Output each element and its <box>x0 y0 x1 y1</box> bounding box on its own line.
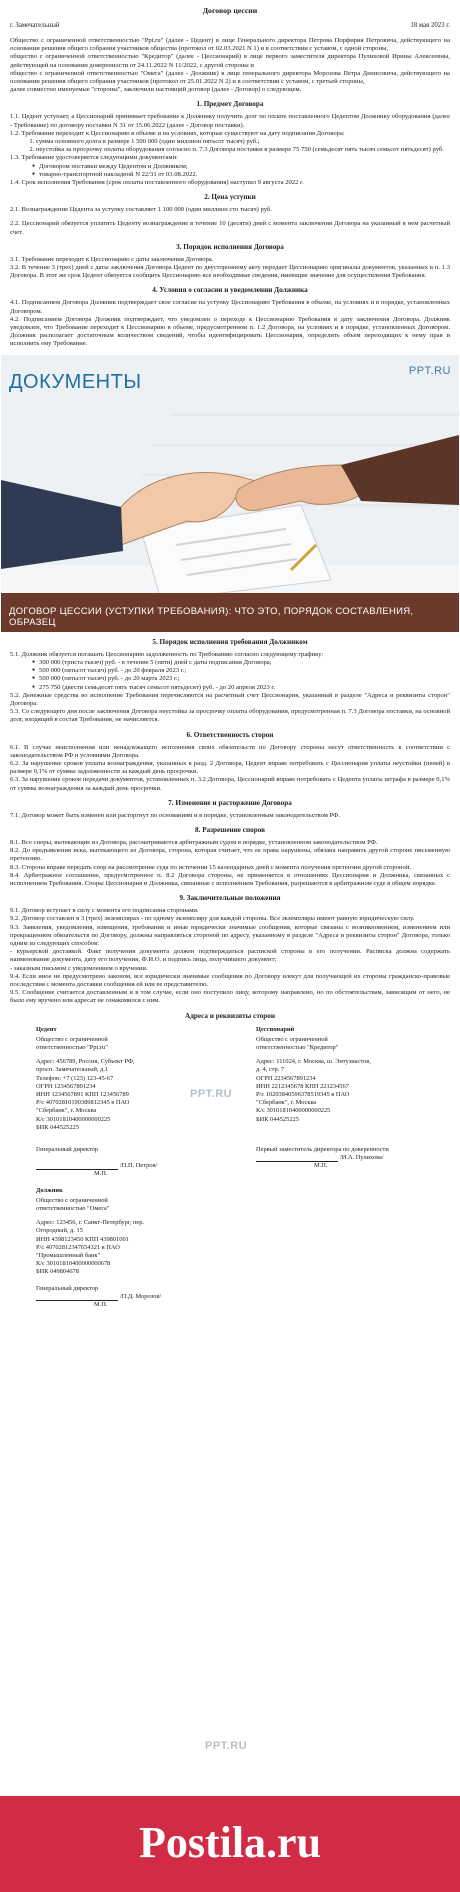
parties-requisites <box>10 1026 450 1132</box>
section-title: 6. Ответственность сторон <box>186 730 274 739</box>
clause: 8.1. Все споры, вытекающие из Договора, рассматриваются арбитражным судом в порядке, установленном законодательством РФ. <box>10 838 378 846</box>
requisite-line: ОГРН 1234567891234 <box>36 1082 96 1090</box>
clause: 9.3. Заявления, уведомления, извещения, требования и иные юридически значимые сообщения, которые связаны с возникновением, изменением или прекращением обязательств по Договору, должны направляться стороной по адресу, указанному в разделе "Адреса и реквизиты сторон" Договора, только одним из следующих способов: <box>10 923 450 947</box>
list-item: ● 500 000 (пятьсот тысяч) руб. - до 20 февраля 2023 г.; <box>32 667 450 675</box>
clause: 9.4. Если иное не предусмотрено законом, все юридически значимые сообщения по Договору влекут для получающей их стороны гражданско-правовые последствия с момента доставки сообщения ей или ее представителю. <box>10 972 450 988</box>
clause: 5.1. Должник обязуется погашать Цессионарию задолженность по Требованию согласно следующему графику: <box>10 650 324 658</box>
requisite-line: Телефон: +7 (123) 123-45-67 <box>36 1074 114 1082</box>
watermark: PPT.RU <box>190 1088 233 1100</box>
preamble-paragraph: Общество с ограниченной ответственностью "Ppt.ru" (далее - Цедент) в лице Генерального директора Петрова Порфирия Петровича, действующего на основании решения общего собрания участников общества (протокол от 02.03.2021 N 1) и в соответствии с уставом, с одной стороны, <box>10 37 450 53</box>
list-item: ● 275 750 (двести семьдесят пять тысяч семьсот пятьдесят) руб. - до 20 апреля 2023 г. <box>32 684 450 692</box>
requisite-line: ИНН 4398123450 КПП 439801001 <box>36 1235 129 1243</box>
party-label: Должник <box>36 1186 63 1194</box>
requisite-line: Адрес: 123456, г. Санкт-Петербург, пер. <box>36 1219 145 1227</box>
requisite-line: БИК 044525225 <box>256 1115 299 1123</box>
debtor-block <box>10 1187 230 1310</box>
list-item: ● 300 000 (триста тысяч) руб. - в течение 5 (пяти) дней с даты подписания Договора; <box>32 659 450 667</box>
list-item: 1. сумма основного долга в размере 1 500 000 (один миллион пятьсот тысяч) руб.; <box>36 138 450 146</box>
requisite-line: ответственностью "Омега" <box>36 1205 110 1213</box>
section-title: 5. Порядок исполнения требования Должником <box>152 637 308 646</box>
cessionary-signature <box>230 1146 450 1179</box>
banner-logo: PPT.RU <box>408 364 451 377</box>
footer-brand: Postila.ru <box>138 1821 322 1867</box>
city-label: г. Замечательный <box>10 22 60 29</box>
clause: 7.1. Договор может быть изменен или расторгнут по основаниям и в порядке, установленным законодательством РФ. <box>10 811 340 819</box>
party-label: Цедент <box>36 1025 57 1033</box>
clause: 1.3. Требование удостоверяется следующими документами: <box>10 154 178 162</box>
section-title: 1. Предмет Договора <box>196 100 264 109</box>
requisite-line: Р/с 40702812347654321 в ПАО <box>36 1243 120 1251</box>
document-title: Договор цессии <box>202 6 258 15</box>
list-item: 2. неустойка за просрочку оплаты оборудования согласно п. 7.3 Договора поставки в размере 75 750 (семьдесят пять тысяч семьсот пятьдесят) руб. <box>36 146 450 154</box>
preamble <box>10 37 450 94</box>
stamp-label: М.П. <box>94 1301 108 1309</box>
requisite-line: просп. Замечательный, д.1 <box>36 1066 109 1074</box>
cedent-signature <box>10 1146 230 1179</box>
requisite-line: К/с 30101810400000000225 <box>36 1115 111 1123</box>
section-title: 9. Заключительные положения <box>179 894 281 903</box>
clause: 9.5. Сообщение считается доставленным и в том случае, если оно поступило лицу, которому направлено, но по обстоятельствам, зависящим от него, не было ему вручено или адресат не ознакомился с ним. <box>10 989 450 1005</box>
cedent-block <box>10 1025 233 1132</box>
clause: 8.4. Арбитражное соглашение, предусмотренное п. 8.2 Договора стороны, не применяется в отношениях Цессионария и Должника, связанных с исполнением Требования. Споры Цессионария и Должника, связанные с исполнением Требования, разрешаются в арбитражном суде в общем порядке. <box>10 871 450 887</box>
preamble-paragraph: общество с ограниченной ответственностью "Омега" (далее - Должник) в лице генерального директора Морозова Петра Денисовича, действующего на основании решения общего собрания участников (протокол от 25.01.2022 N 2) и в соответствии с уставом, с третьей стороны, <box>10 69 450 86</box>
stamp-label: М.П. <box>314 1162 328 1170</box>
list-item: ● Договором поставки между Цедентом и Должником; <box>32 163 450 171</box>
requisite-line: К/с 30101810400000000678 <box>36 1260 111 1268</box>
banner-caption: ДОГОВОР ЦЕССИИ (УСТУПКИ ТРЕБОВАНИЯ): ЧТО ЭТО, ПОРЯДОК СОСТАВЛЕНИЯ, ОБРАЗЕЦ <box>9 605 414 628</box>
debtor-signature <box>36 1285 230 1310</box>
section-4 <box>10 299 450 348</box>
clause: 3.2. В течение 3 (трех) дней с даты заключения Договора Цедент по двустороннему акту передает Цессионарию оригиналы документов, указанных в п. 1.3 Договора. В этот же срок Цедент обязуется сообщить Цессионарию все необходимые сведения, имеющие значение для осуществления Требования. <box>10 264 450 280</box>
clause: 2.1. Вознаграждение Цедента за уступку составляет 1 100 000 (один миллион сто тысяч) руб. <box>10 206 272 214</box>
bullet-list <box>10 163 450 179</box>
requisite-line: Адрес: 456789, Россия, Субъект РФ, <box>36 1058 135 1066</box>
stamp-label: М.П. <box>94 1170 108 1178</box>
numbered-list <box>10 138 450 154</box>
section-title: 2. Цена уступки <box>204 193 256 202</box>
signer-name: /П.Д. Морозов/ <box>120 1292 162 1300</box>
clause: 6.2. За нарушение сроков уплаты вознаграждения, указанных в разд. 2 Договора, Цедент вправе потребовать с Цессионария уплаты неустойки (пеней) в размере 0,1% от суммы задолженности за каждый день просрочки. <box>10 759 450 776</box>
requisite-line: "Сбербанк", г. Москва <box>256 1099 317 1107</box>
signatures-row <box>10 1146 450 1179</box>
requisite-line: д. 4, стр. 7 <box>256 1066 285 1074</box>
requisite-line: ИНН 2212345678 КПП 221234567 <box>256 1082 349 1090</box>
clause: 8.3. Сторона вправе передать спор на рассмотрение суда по истечении 15 календарных дней с момента получения претензии другой стороной. <box>10 863 412 871</box>
clause: 1.4. Срок исполнения Требования (срок оплаты поставленного оборудования) наступил 9 августа 2022 г. <box>10 179 304 187</box>
requisite-line: БИК 049804678 <box>36 1268 79 1276</box>
signer-name: /И.А. Пулихова/ <box>340 1154 384 1162</box>
section-title: 4. Условия о согласии и уведомлении Должника <box>152 286 308 295</box>
signer-role: Первый заместитель директора по доверенности <box>256 1146 389 1154</box>
clause: 5.2. Денежные средства во исполнение Требования перечисляются на расчетный счет Цессионария, указанный в разделе "Адреса и реквизиты сторон" Договора. <box>10 691 450 707</box>
requisite-line: Огородный, д. 15 <box>36 1227 83 1235</box>
party-label: Цессионарий <box>256 1025 295 1033</box>
requisite-line: ответственностью "Ppt.ru" <box>36 1044 108 1051</box>
requisite-line: "Сбербанк", г. Москва <box>36 1107 97 1115</box>
clause: - заказным письмом с уведомлением о вручении. <box>10 964 148 972</box>
signer-name: /П.П. Петров/ <box>120 1162 158 1170</box>
clause: 4.1. Подписанием Договора Должник подтверждает свое согласие на уступку Цессионарию Требования в объеме, на условиях и в порядке, установленных Договором. <box>10 299 450 315</box>
section-7 <box>10 812 450 820</box>
requisite-line: Общество с ограниченной <box>36 1035 108 1043</box>
date-label: 18 мая 2023 г. <box>410 22 450 29</box>
requisite-line: БИК 044525225 <box>36 1123 79 1131</box>
requisite-line: ОГРН 2234567891234 <box>256 1074 316 1082</box>
bullet-list <box>10 659 450 692</box>
requisite-line: Общество с ограниченной <box>36 1196 108 1204</box>
section-1 <box>10 113 450 187</box>
requisite-line: К/с 30101810400000000225 <box>256 1107 331 1115</box>
section-6 <box>10 744 450 793</box>
requisite-line: "Промышленный банк" <box>36 1252 101 1260</box>
clause: 1.1. Цедент уступает, а Цессионарий принимает требование к Должнику получить долг по оплате поставленного Цедентом Должнику оборудования (далее - Требование) по договору поставки N 31 от 15.06.2022 (далее - Договор поставки). <box>10 113 450 129</box>
city-date-row <box>10 22 450 29</box>
section-5 <box>10 651 450 725</box>
section-title: 7. Изменение и расторжение Договора <box>168 798 292 807</box>
requisite-line: Р/с 40702810190389812345 в ПАО <box>36 1099 130 1107</box>
clause: 1.2. Требование переходит к Цессионарию в объеме и на условиях, которые существуют на дату подписания Договора: <box>10 129 345 137</box>
signer-role: Генеральный директор <box>36 1284 99 1292</box>
handshake-illustration <box>1 355 459 632</box>
requisite-line: ответственностью "Кредитор" <box>256 1044 339 1051</box>
debtor-requisites <box>10 1187 450 1310</box>
clause: 2.2. Цессионарий обязуется уплатить Цеденту вознаграждение в течение 10 (десяти) дней с момента заключения Договора на указанный в нем расчетный счет. <box>10 220 450 236</box>
clause: 9.2. Договор составлен в 3 (трех) экземплярах - по одному экземпляру для каждой стороны. Все экземпляры имеют равную юридическую силу. <box>10 915 415 923</box>
requisites-title: Адреса и реквизиты сторон <box>185 1011 275 1020</box>
clause: 5.3. Со следующего дня после заключения Договора неустойка за просрочку оплаты оборудования, предусмотренная п. 7.3 Договора поставки, на основной долг, входящий в состав Требования, не начисляется. <box>10 708 450 724</box>
section-title: 8. Разрешение споров <box>195 825 265 834</box>
clause: 6.3. За нарушение сроков передачи документов, установленных п. 3.2 Договора, Цессионарий вправе потребовать с Цедента уплаты штрафа в размере 0,1% от суммы вознаграждения за каждый день просрочки. <box>10 776 450 792</box>
section-3 <box>10 256 450 281</box>
cessionary-block <box>230 1026 450 1132</box>
list-item: ● товарно-транспортной накладной N 22/31 от 03.08.2022. <box>32 171 450 179</box>
signer-role: Генеральный директор <box>36 1146 99 1154</box>
article-banner-image <box>1 355 459 632</box>
section-9 <box>10 907 450 1005</box>
preamble-paragraph: общество с ограниченной ответственностью "Кредитор" (далее - Цессионарий) в лице первого заместителя директора Пулиховой Ирины Алексеевны, действующей на основании доверенности от 24.11.2022 N 11/2022, с другой стороны и <box>10 53 450 69</box>
clause: 6.1. В случае неисполнения или ненадлежащего исполнения своих обязательств по Договору стороны несут ответственность в соответствии с законодательством РФ и условиями Договора. <box>10 743 450 759</box>
banner-title: ДОКУМЕНТЫ <box>9 370 142 393</box>
section-8 <box>10 839 450 888</box>
requisite-line: Общество с ограниченной <box>256 1035 328 1043</box>
postila-footer-banner <box>0 1796 460 1892</box>
postila-logo <box>22 1821 438 1867</box>
clause: - курьерской доставкой. Факт получения документа должен подтверждаться распиской стороны в его получении. Расписка должна содержать наименование документа, дату его получения, Ф.И.О. и подпись лица, получившего документ; <box>10 948 450 964</box>
section-title: 3. Порядок исполнения Договора <box>176 242 284 251</box>
section-2 <box>10 206 450 237</box>
clause: 8.2. До предъявления иска, вытекающего из Договора, сторона, которая считает, что ее права нарушены, обязана направить другой стороне письменную претензию. <box>10 847 450 863</box>
clause: 9.1. Договор вступает в силу с момента его подписания сторонами. <box>10 907 199 915</box>
list-item: ● 500 000 (пятьсот тысяч) руб. - до 20 марта 2023 г.; <box>32 675 450 683</box>
requisite-line: ИНН 1234567891 КПП 123456789 <box>36 1091 129 1099</box>
watermark: PPT.RU <box>205 1740 248 1752</box>
requisite-line: Адрес: 111024, г. Москва, ш. Энтузиастов, <box>256 1058 371 1066</box>
clause: 4.2. Подписанием Договора Должник подтверждает, что уведомлен о переходе к Цессионарию Требования в дату заключения Договора. Должник уведомлен, что Требование переходит к Цессионарию в объеме, предусмотренном п. 1.2 Договора, на условиях и в порядке, установленных Договором. Должник располагает достаточным количеством сведений, чтобы идентифицировать Цессионария, определить объем переходящих к нему прав и исполнить ему Требование. <box>10 315 450 348</box>
preamble-paragraph: далее совместно именуемые "стороны", заключили настоящий договор (далее - Договор) о следующем. <box>10 86 302 94</box>
requisite-line: Р/с 10203840596378519345 в ПАО <box>256 1091 350 1099</box>
clause: 3.1. Требование переходит к Цессионарию с даты заключения Договора. <box>10 255 214 263</box>
